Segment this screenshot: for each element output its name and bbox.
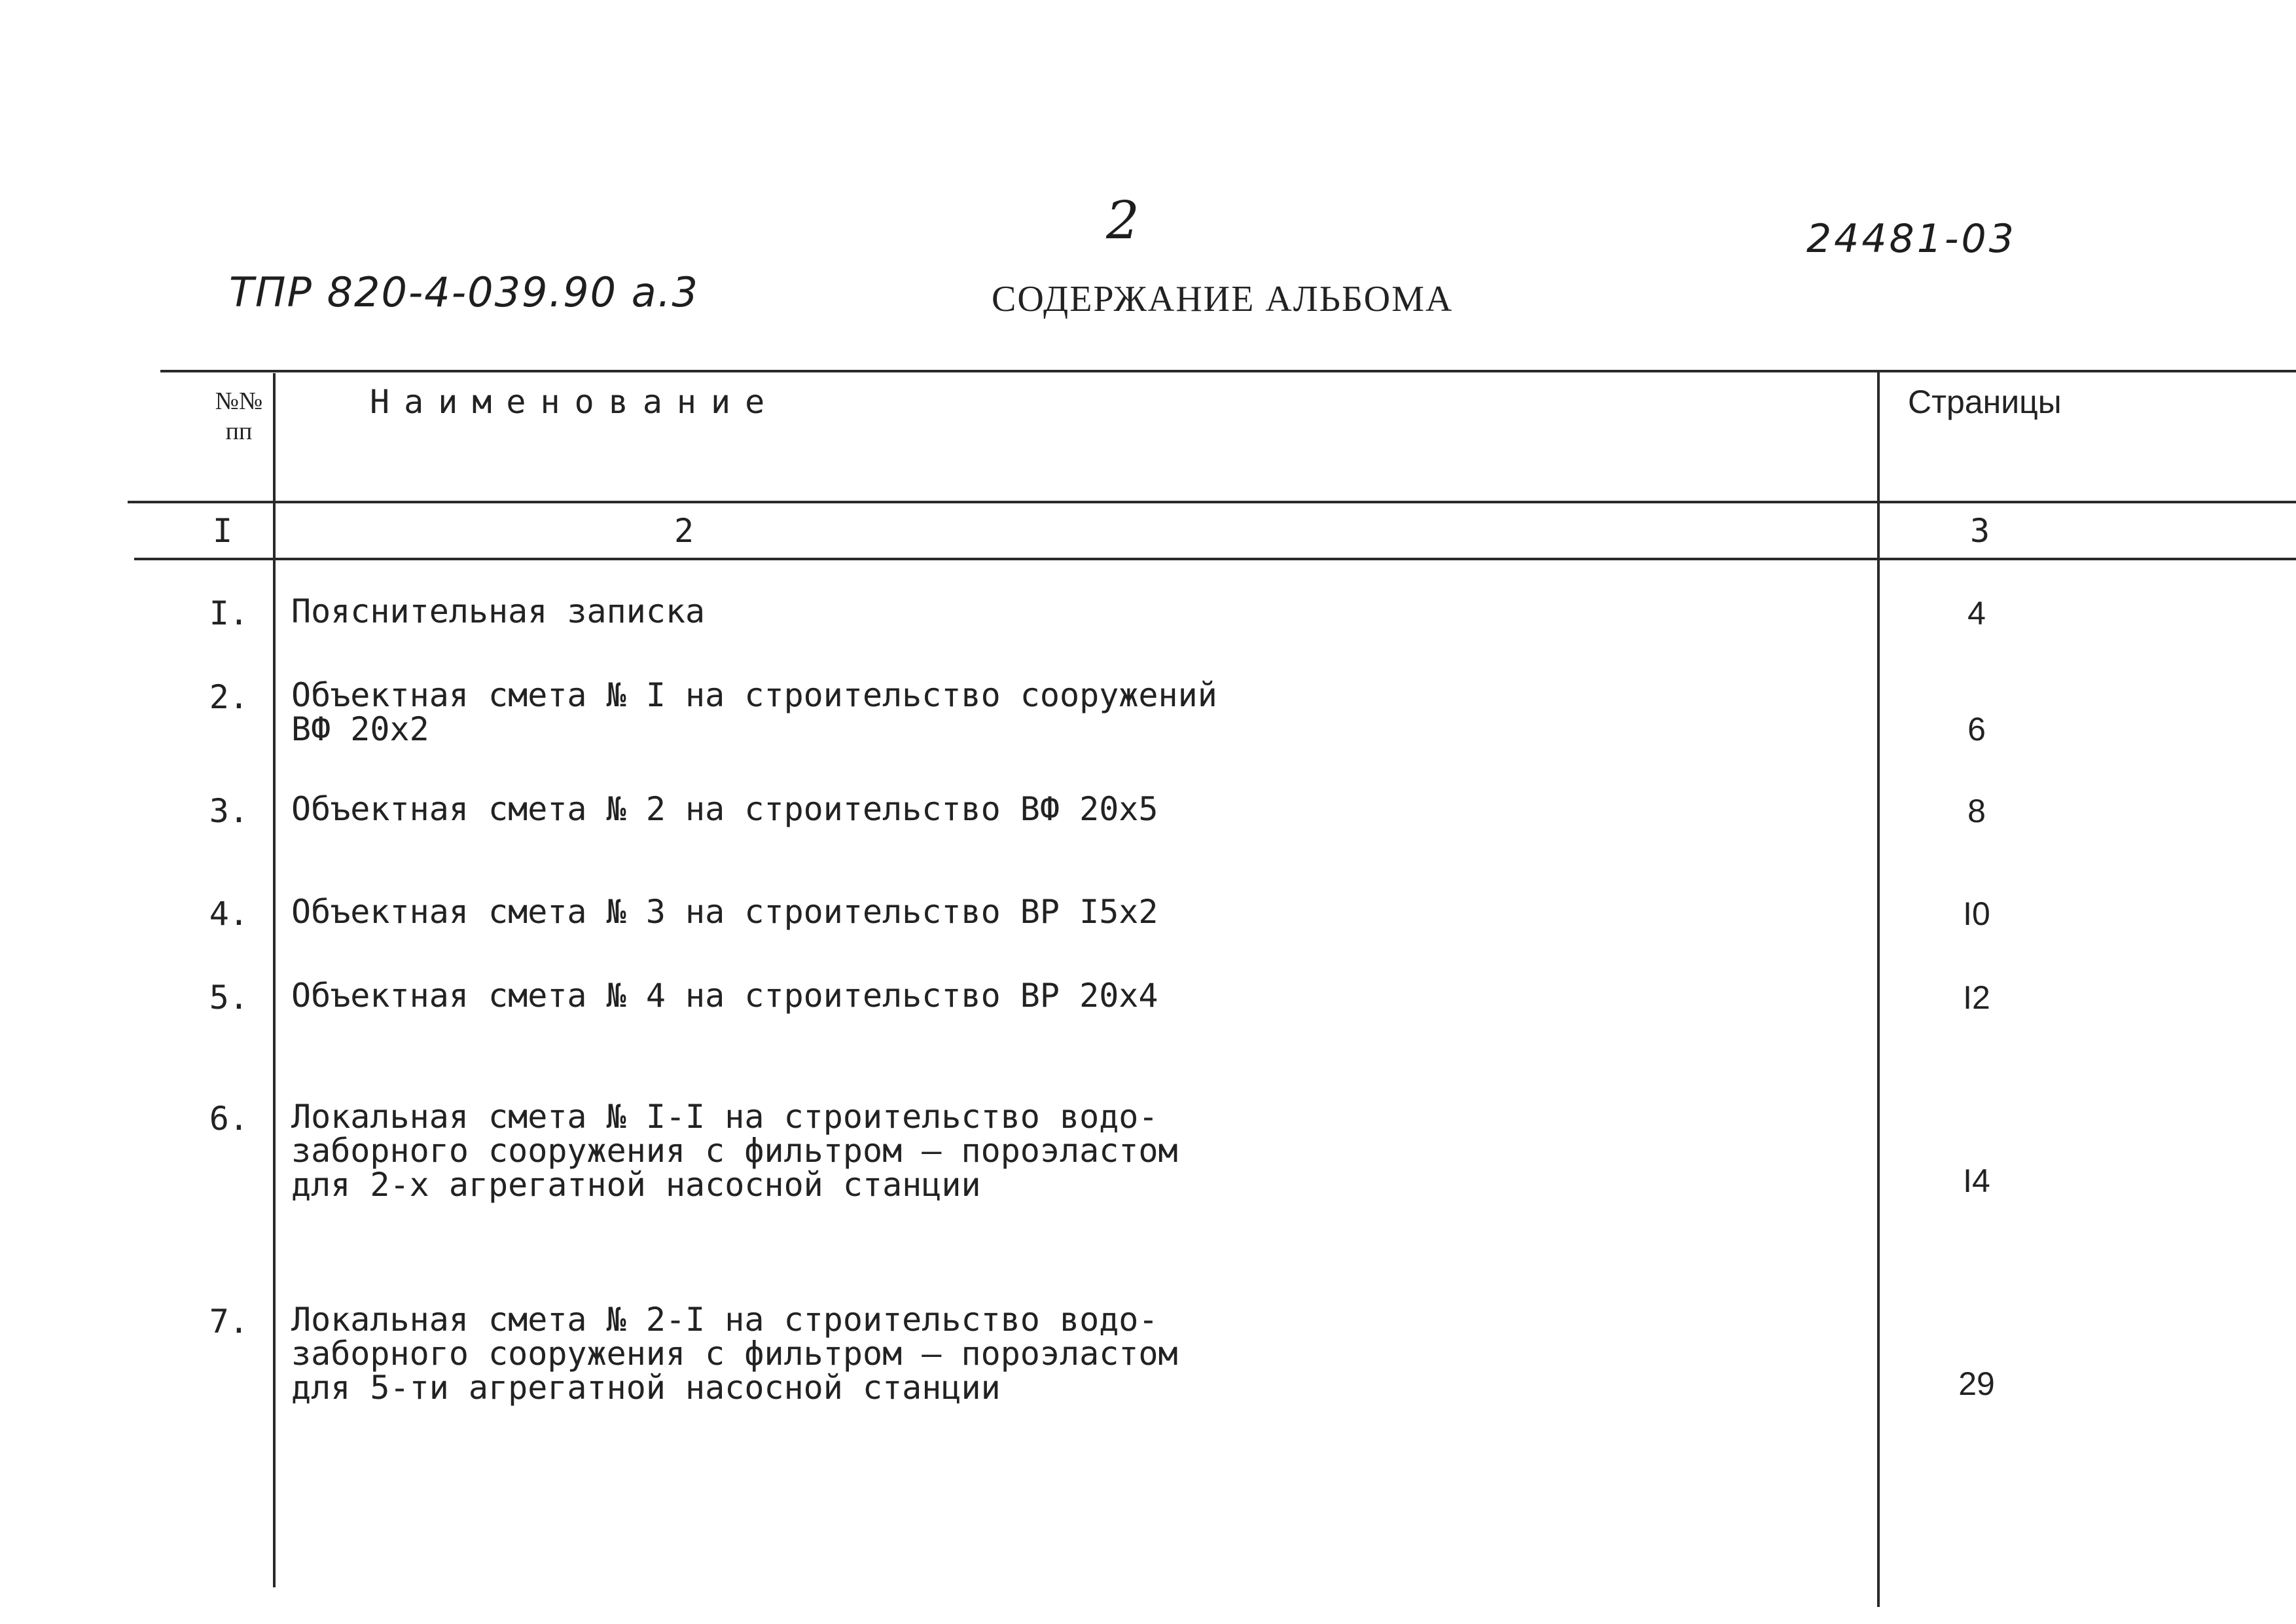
header-bottom-rule bbox=[128, 501, 2296, 503]
column-numbers-rule bbox=[134, 558, 2296, 560]
row-4-page: I0 bbox=[1963, 895, 1990, 932]
row-5-name: Объектная смета № 4 на строительство ВР 20х4 bbox=[291, 977, 1158, 1015]
row-7-page: 29 bbox=[1958, 1365, 1995, 1402]
column-number-2: 2 bbox=[673, 512, 694, 550]
row-3-page: 8 bbox=[1967, 793, 1986, 829]
row-2-number: 2. bbox=[209, 678, 249, 716]
row-3-name: Объектная смета № 2 на строительство ВФ 20х5 bbox=[291, 790, 1158, 828]
album-code: ТПР 820-4-039.90 а.3 bbox=[229, 268, 699, 316]
table-top-rule bbox=[160, 370, 2296, 372]
row-3-number: 3. bbox=[209, 792, 249, 830]
column-header-number: №№ пп bbox=[215, 388, 263, 445]
row-1-page: 4 bbox=[1967, 595, 1986, 632]
row-5-page: I2 bbox=[1963, 979, 1990, 1016]
column-header-name: Наименование bbox=[370, 383, 780, 421]
row-6-number: 6. bbox=[209, 1100, 249, 1138]
row-7-number: 7. bbox=[209, 1303, 249, 1341]
column-divider-left bbox=[273, 373, 276, 1587]
row-1-name: Пояснительная записка bbox=[291, 592, 706, 630]
row-7-name: Локальная смета № 2-I на строительство водо- заборного сооружения с фильтром — пороэластом для 5-ти агрегатной насосной станции bbox=[291, 1301, 1178, 1407]
column-header-pages: Страницы bbox=[1908, 384, 2062, 420]
row-4-number: 4. bbox=[209, 895, 249, 933]
page-number: 2 bbox=[1106, 190, 1139, 251]
row-5-number: 5. bbox=[209, 979, 249, 1017]
album-title: СОДЕРЖАНИЕ АЛЬБОМА bbox=[992, 279, 1454, 319]
row-6-name: Локальная смета № I-I на строительство водо- заборного сооружения с фильтром — пороэластом для 2-х агрегатной насосной станции bbox=[291, 1098, 1178, 1204]
column-divider-right bbox=[1877, 370, 1880, 1607]
row-2-name: Объектная смета № I на строительство сооружений ВФ 20х2 bbox=[291, 676, 1217, 748]
document-number: 24481-03 bbox=[1806, 216, 2017, 262]
row-6-page: I4 bbox=[1963, 1163, 1990, 1199]
row-4-name: Объектная смета № 3 на строительство ВР I5х2 bbox=[291, 893, 1158, 931]
row-2-page: 6 bbox=[1967, 711, 1986, 748]
row-1-number: I. bbox=[209, 594, 249, 632]
column-number-1: I bbox=[212, 512, 233, 550]
column-number-3: 3 bbox=[1969, 512, 1990, 550]
